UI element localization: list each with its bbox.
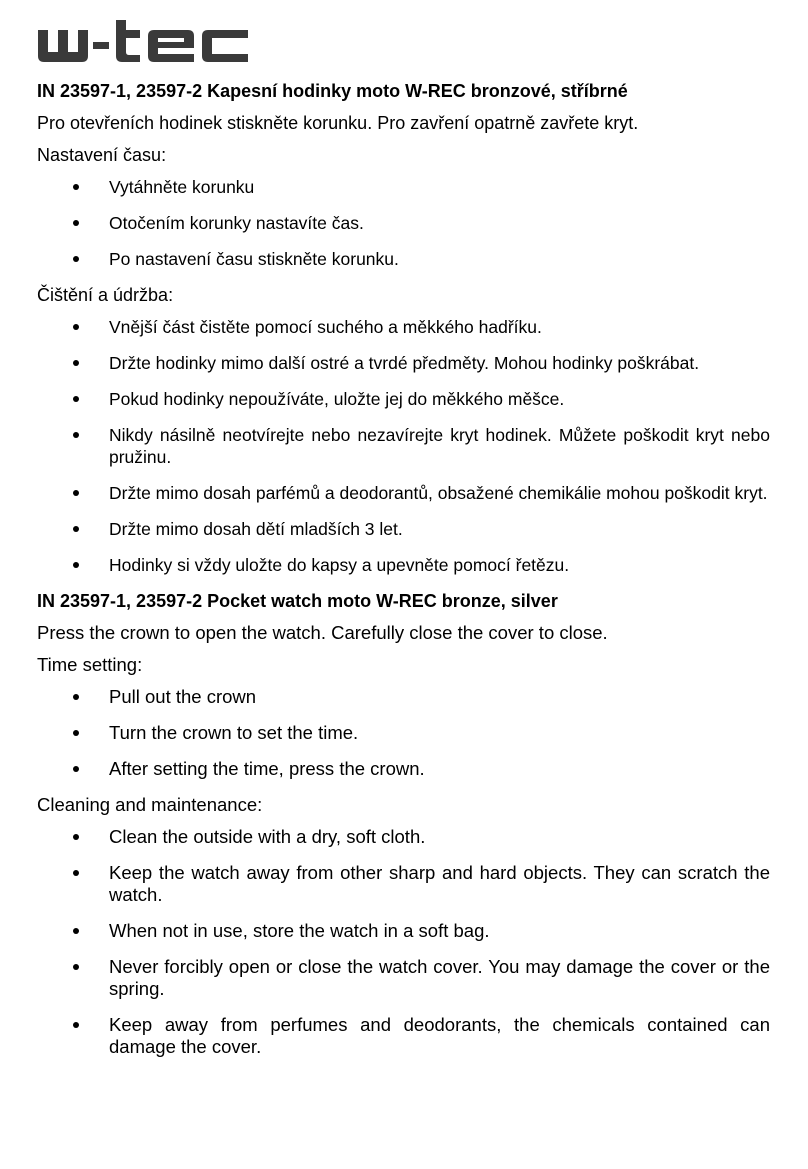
list-item bbox=[37, 722, 770, 744]
list-item bbox=[37, 758, 770, 780]
list-item-text: Vnější část čistěte pomocí suchého a měkkého hadříku. bbox=[109, 317, 542, 337]
english-care-title: Cleaning and maintenance: bbox=[37, 794, 263, 815]
english-care-list bbox=[37, 826, 770, 1058]
czech-care-list bbox=[37, 316, 770, 576]
czech-time-title: Nastavení času: bbox=[37, 145, 167, 165]
bullet-icon bbox=[73, 256, 79, 262]
list-item bbox=[37, 826, 770, 848]
list-item bbox=[37, 554, 770, 576]
bullet-icon bbox=[73, 432, 79, 438]
list-item-text: Otočením korunky nastavíte čas. bbox=[109, 213, 364, 233]
bullet-icon bbox=[73, 1022, 79, 1028]
bullet-icon bbox=[73, 360, 79, 366]
bullet-icon bbox=[73, 562, 79, 568]
english-time-list bbox=[37, 686, 770, 780]
bullet-icon bbox=[73, 834, 79, 840]
list-item bbox=[37, 862, 770, 906]
czech-heading: IN 23597-1, 23597-2 Kapesní hodinky moto W-REC bronzové, stříbrné bbox=[37, 81, 628, 101]
bullet-icon bbox=[73, 730, 79, 736]
list-item-text: Never forcibly open or close the watch cover. You may damage the cover or the spring. bbox=[109, 956, 770, 999]
bullet-icon bbox=[73, 220, 79, 226]
english-heading: IN 23597-1, 23597-2 Pocket watch moto W-REC bronze, silver bbox=[37, 591, 558, 611]
bullet-icon bbox=[73, 184, 79, 190]
czech-care-title: Čištění a údržba: bbox=[37, 285, 174, 305]
list-item-text: Vytáhněte korunku bbox=[109, 177, 255, 197]
list-item-text: Clean the outside with a dry, soft cloth. bbox=[109, 826, 426, 847]
list-item-text: Keep away from perfumes and deodorants, the chemicals contained can damage the cover. bbox=[109, 1014, 770, 1057]
list-item-text: Nikdy násilně neotvírejte nebo nezavírejte kryt hodinek. Můžete poškodit kryt nebo pružinu. bbox=[109, 425, 770, 467]
list-item-text: Hodinky si vždy uložte do kapsy a upevněte pomocí řetězu. bbox=[109, 555, 570, 575]
list-item-text: When not in use, store the watch in a soft bag. bbox=[109, 920, 490, 941]
list-item-text: Pull out the crown bbox=[109, 686, 257, 707]
list-item bbox=[37, 956, 770, 1000]
list-item-text: After setting the time, press the crown. bbox=[109, 758, 425, 779]
list-item bbox=[37, 176, 770, 198]
list-item bbox=[37, 316, 770, 338]
list-item bbox=[37, 482, 770, 504]
bullet-icon bbox=[73, 490, 79, 496]
english-intro: Press the crown to open the watch. Carefully close the cover to close. bbox=[37, 622, 608, 643]
list-item-text: Turn the crown to set the time. bbox=[109, 722, 359, 743]
list-item-text: Pokud hodinky nepoužíváte, uložte jej do měkkého měšce. bbox=[109, 389, 565, 409]
list-item bbox=[37, 248, 770, 270]
bullet-icon bbox=[73, 396, 79, 402]
document-body bbox=[37, 80, 770, 1072]
bullet-icon bbox=[73, 526, 79, 532]
list-item-text: Držte mimo dosah dětí mladších 3 let. bbox=[109, 519, 403, 539]
czech-section bbox=[37, 80, 770, 576]
bullet-icon bbox=[73, 324, 79, 330]
bullet-icon bbox=[73, 964, 79, 970]
english-time-title: Time setting: bbox=[37, 654, 143, 675]
list-item bbox=[37, 1014, 770, 1058]
bullet-icon bbox=[73, 870, 79, 876]
english-section bbox=[37, 590, 770, 1058]
bullet-icon bbox=[73, 694, 79, 700]
czech-time-list bbox=[37, 176, 770, 270]
bullet-icon bbox=[73, 928, 79, 934]
list-item bbox=[37, 388, 770, 410]
czech-intro: Pro otevřeních hodinek stiskněte korunku. Pro zavření opatrně zavřete kryt. bbox=[37, 113, 639, 133]
brand-logo bbox=[38, 20, 268, 66]
list-item bbox=[37, 352, 770, 374]
logo-graphic bbox=[38, 20, 268, 66]
bullet-icon bbox=[73, 766, 79, 772]
list-item bbox=[37, 212, 770, 234]
list-item-text: Držte hodinky mimo další ostré a tvrdé předměty. Mohou hodinky poškrábat. bbox=[109, 353, 700, 373]
list-item-text: Držte mimo dosah parfémů a deodorantů, obsažené chemikálie mohou poškodit kryt. bbox=[109, 483, 768, 503]
list-item-text: Keep the watch away from other sharp and hard objects. They can scratch the watch. bbox=[109, 862, 770, 905]
list-item bbox=[37, 424, 770, 468]
list-item bbox=[37, 686, 770, 708]
list-item bbox=[37, 920, 770, 942]
list-item-text: Po nastavení času stiskněte korunku. bbox=[109, 249, 399, 269]
list-item bbox=[37, 518, 770, 540]
